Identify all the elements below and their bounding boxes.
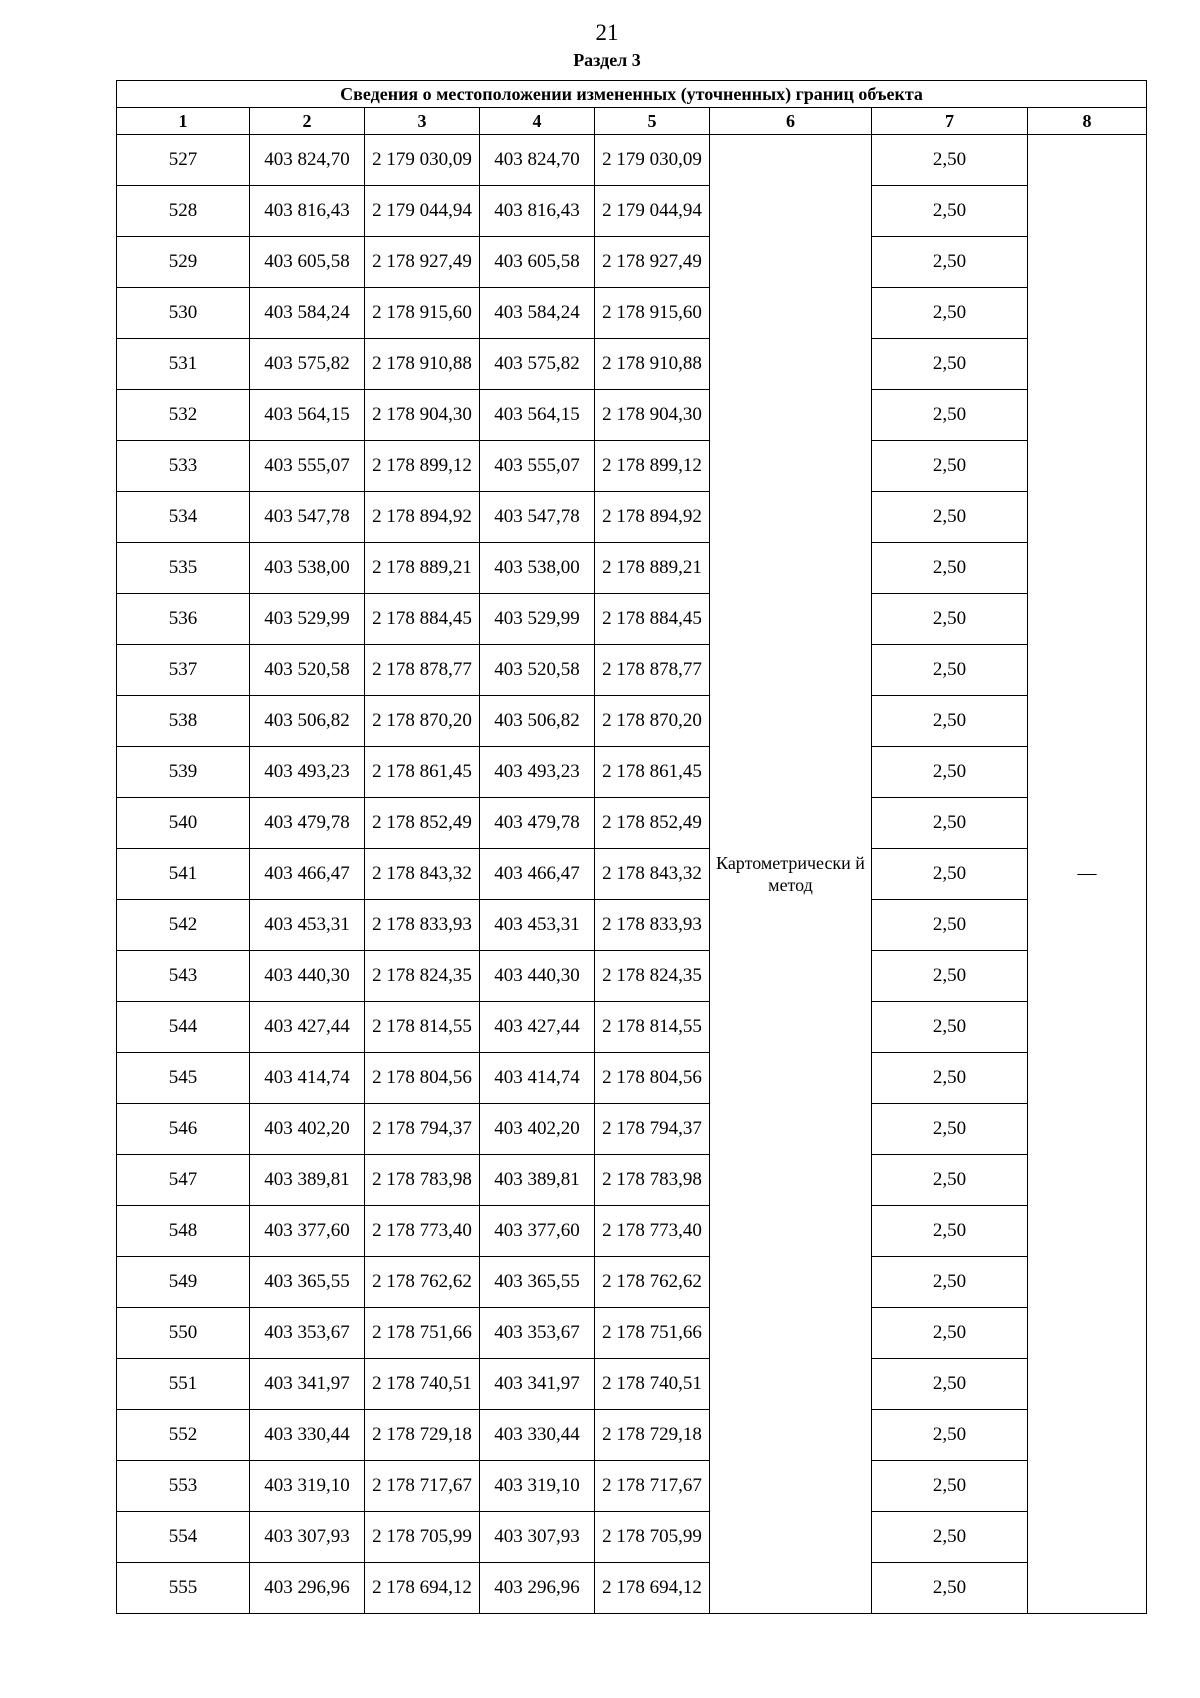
accuracy-cell: 2,50 bbox=[872, 900, 1028, 951]
x-old-cell: 403 365,55 bbox=[250, 1257, 365, 1308]
accuracy-cell: 2,50 bbox=[872, 1359, 1028, 1410]
x-old-cell: 403 520,58 bbox=[250, 645, 365, 696]
x-new-cell: 403 466,47 bbox=[480, 849, 595, 900]
x-old-cell: 403 493,23 bbox=[250, 747, 365, 798]
table-row bbox=[117, 1308, 1147, 1359]
table-row bbox=[117, 135, 1147, 186]
accuracy-cell: 2,50 bbox=[872, 390, 1028, 441]
table-row bbox=[117, 900, 1147, 951]
point-number-cell: 552 bbox=[117, 1410, 250, 1461]
y-new-cell: 2 178 814,55 bbox=[595, 1002, 710, 1053]
table-row bbox=[117, 645, 1147, 696]
accuracy-cell: 2,50 bbox=[872, 237, 1028, 288]
accuracy-cell: 2,50 bbox=[872, 339, 1028, 390]
x-new-cell: 403 529,99 bbox=[480, 594, 595, 645]
accuracy-cell: 2,50 bbox=[872, 1461, 1028, 1512]
extra-info-cell: — bbox=[1028, 135, 1147, 1614]
x-old-cell: 403 377,60 bbox=[250, 1206, 365, 1257]
x-new-cell: 403 816,43 bbox=[480, 186, 595, 237]
y-old-cell: 2 178 833,93 bbox=[365, 900, 480, 951]
y-old-cell: 2 178 740,51 bbox=[365, 1359, 480, 1410]
accuracy-cell: 2,50 bbox=[872, 1308, 1028, 1359]
point-number-cell: 541 bbox=[117, 849, 250, 900]
point-number-cell: 538 bbox=[117, 696, 250, 747]
point-number-cell: 527 bbox=[117, 135, 250, 186]
x-old-cell: 403 440,30 bbox=[250, 951, 365, 1002]
table-row bbox=[117, 1410, 1147, 1461]
section-title: Раздел 3 bbox=[573, 50, 641, 70]
x-new-cell: 403 584,24 bbox=[480, 288, 595, 339]
point-number-cell: 529 bbox=[117, 237, 250, 288]
point-number-cell: 530 bbox=[117, 288, 250, 339]
table-row bbox=[117, 951, 1147, 1002]
y-new-cell: 2 178 773,40 bbox=[595, 1206, 710, 1257]
table-row bbox=[117, 339, 1147, 390]
y-old-cell: 2 179 044,94 bbox=[365, 186, 480, 237]
x-new-cell: 403 824,70 bbox=[480, 135, 595, 186]
table-row bbox=[117, 1002, 1147, 1053]
point-number-cell: 549 bbox=[117, 1257, 250, 1308]
y-new-cell: 2 178 884,45 bbox=[595, 594, 710, 645]
table-row bbox=[117, 1053, 1147, 1104]
point-number-cell: 535 bbox=[117, 543, 250, 594]
point-number-cell: 553 bbox=[117, 1461, 250, 1512]
x-old-cell: 403 389,81 bbox=[250, 1155, 365, 1206]
y-new-cell: 2 178 783,98 bbox=[595, 1155, 710, 1206]
accuracy-cell: 2,50 bbox=[872, 1206, 1028, 1257]
y-old-cell: 2 178 910,88 bbox=[365, 339, 480, 390]
y-new-cell: 2 178 694,12 bbox=[595, 1563, 710, 1614]
x-old-cell: 403 453,31 bbox=[250, 900, 365, 951]
column-number: 3 bbox=[365, 108, 480, 135]
column-number: 1 bbox=[117, 108, 250, 135]
y-new-cell: 2 178 717,67 bbox=[595, 1461, 710, 1512]
point-number-cell: 545 bbox=[117, 1053, 250, 1104]
point-number-cell: 532 bbox=[117, 390, 250, 441]
x-new-cell: 403 538,00 bbox=[480, 543, 595, 594]
x-old-cell: 403 584,24 bbox=[250, 288, 365, 339]
table-row bbox=[117, 849, 1147, 900]
y-old-cell: 2 178 762,62 bbox=[365, 1257, 480, 1308]
y-new-cell: 2 178 910,88 bbox=[595, 339, 710, 390]
x-new-cell: 403 341,97 bbox=[480, 1359, 595, 1410]
accuracy-cell: 2,50 bbox=[872, 1410, 1028, 1461]
y-old-cell: 2 178 889,21 bbox=[365, 543, 480, 594]
y-new-cell: 2 178 833,93 bbox=[595, 900, 710, 951]
y-old-cell: 2 178 915,60 bbox=[365, 288, 480, 339]
table-row bbox=[117, 390, 1147, 441]
point-number-cell: 536 bbox=[117, 594, 250, 645]
table-row bbox=[117, 1104, 1147, 1155]
x-old-cell: 403 816,43 bbox=[250, 186, 365, 237]
table-row bbox=[117, 543, 1147, 594]
point-number-cell: 550 bbox=[117, 1308, 250, 1359]
table-row bbox=[117, 1512, 1147, 1563]
x-old-cell: 403 341,97 bbox=[250, 1359, 365, 1410]
y-new-cell: 2 179 044,94 bbox=[595, 186, 710, 237]
y-old-cell: 2 178 783,98 bbox=[365, 1155, 480, 1206]
x-new-cell: 403 564,15 bbox=[480, 390, 595, 441]
y-old-cell: 2 178 870,20 bbox=[365, 696, 480, 747]
page-number: 21 bbox=[595, 20, 619, 45]
y-new-cell: 2 178 899,12 bbox=[595, 441, 710, 492]
point-number-cell: 546 bbox=[117, 1104, 250, 1155]
accuracy-cell: 2,50 bbox=[872, 1053, 1028, 1104]
accuracy-cell: 2,50 bbox=[872, 951, 1028, 1002]
accuracy-cell: 2,50 bbox=[872, 1155, 1028, 1206]
accuracy-cell: 2,50 bbox=[872, 1104, 1028, 1155]
x-old-cell: 403 529,99 bbox=[250, 594, 365, 645]
column-number-row bbox=[117, 108, 1147, 135]
accuracy-cell: 2,50 bbox=[872, 1512, 1028, 1563]
y-new-cell: 2 178 927,49 bbox=[595, 237, 710, 288]
x-new-cell: 403 453,31 bbox=[480, 900, 595, 951]
y-new-cell: 2 178 894,92 bbox=[595, 492, 710, 543]
y-new-cell: 2 178 705,99 bbox=[595, 1512, 710, 1563]
x-old-cell: 403 479,78 bbox=[250, 798, 365, 849]
x-new-cell: 403 414,74 bbox=[480, 1053, 595, 1104]
table-row bbox=[117, 441, 1147, 492]
column-number: 2 bbox=[250, 108, 365, 135]
point-number-cell: 554 bbox=[117, 1512, 250, 1563]
x-old-cell: 403 427,44 bbox=[250, 1002, 365, 1053]
point-number-cell: 537 bbox=[117, 645, 250, 696]
table-row bbox=[117, 1257, 1147, 1308]
x-old-cell: 403 538,00 bbox=[250, 543, 365, 594]
y-old-cell: 2 178 694,12 bbox=[365, 1563, 480, 1614]
table-row bbox=[117, 696, 1147, 747]
y-new-cell: 2 178 878,77 bbox=[595, 645, 710, 696]
x-new-cell: 403 605,58 bbox=[480, 237, 595, 288]
x-old-cell: 403 555,07 bbox=[250, 441, 365, 492]
x-new-cell: 403 365,55 bbox=[480, 1257, 595, 1308]
x-old-cell: 403 605,58 bbox=[250, 237, 365, 288]
accuracy-cell: 2,50 bbox=[872, 288, 1028, 339]
y-old-cell: 2 178 717,67 bbox=[365, 1461, 480, 1512]
y-new-cell: 2 178 740,51 bbox=[595, 1359, 710, 1410]
x-new-cell: 403 389,81 bbox=[480, 1155, 595, 1206]
x-new-cell: 403 506,82 bbox=[480, 696, 595, 747]
point-number-cell: 547 bbox=[117, 1155, 250, 1206]
accuracy-cell: 2,50 bbox=[872, 1002, 1028, 1053]
y-new-cell: 2 178 915,60 bbox=[595, 288, 710, 339]
y-old-cell: 2 178 861,45 bbox=[365, 747, 480, 798]
accuracy-cell: 2,50 bbox=[872, 186, 1028, 237]
table-row bbox=[117, 1359, 1147, 1410]
y-old-cell: 2 178 884,45 bbox=[365, 594, 480, 645]
column-number: 4 bbox=[480, 108, 595, 135]
x-new-cell: 403 296,96 bbox=[480, 1563, 595, 1614]
x-old-cell: 403 466,47 bbox=[250, 849, 365, 900]
column-number: 6 bbox=[710, 108, 872, 135]
point-number-cell: 555 bbox=[117, 1563, 250, 1614]
table-row bbox=[117, 1563, 1147, 1614]
y-old-cell: 2 178 904,30 bbox=[365, 390, 480, 441]
x-old-cell: 403 353,67 bbox=[250, 1308, 365, 1359]
x-new-cell: 403 555,07 bbox=[480, 441, 595, 492]
accuracy-cell: 2,50 bbox=[872, 849, 1028, 900]
y-old-cell: 2 178 804,56 bbox=[365, 1053, 480, 1104]
accuracy-cell: 2,50 bbox=[872, 135, 1028, 186]
x-new-cell: 403 520,58 bbox=[480, 645, 595, 696]
y-new-cell: 2 178 824,35 bbox=[595, 951, 710, 1002]
y-old-cell: 2 178 705,99 bbox=[365, 1512, 480, 1563]
y-new-cell: 2 178 729,18 bbox=[595, 1410, 710, 1461]
x-old-cell: 403 564,15 bbox=[250, 390, 365, 441]
x-new-cell: 403 493,23 bbox=[480, 747, 595, 798]
point-number-cell: 528 bbox=[117, 186, 250, 237]
y-old-cell: 2 178 878,77 bbox=[365, 645, 480, 696]
accuracy-cell: 2,50 bbox=[872, 696, 1028, 747]
point-number-cell: 533 bbox=[117, 441, 250, 492]
accuracy-cell: 2,50 bbox=[872, 543, 1028, 594]
point-number-cell: 544 bbox=[117, 1002, 250, 1053]
table-row bbox=[117, 594, 1147, 645]
y-old-cell: 2 178 794,37 bbox=[365, 1104, 480, 1155]
table-row bbox=[117, 237, 1147, 288]
table-row bbox=[117, 492, 1147, 543]
y-old-cell: 2 178 927,49 bbox=[365, 237, 480, 288]
x-old-cell: 403 330,44 bbox=[250, 1410, 365, 1461]
method-cell: Картометрически й метод bbox=[710, 135, 872, 1614]
y-new-cell: 2 178 762,62 bbox=[595, 1257, 710, 1308]
y-new-cell: 2 178 904,30 bbox=[595, 390, 710, 441]
point-number-cell: 539 bbox=[117, 747, 250, 798]
x-new-cell: 403 402,20 bbox=[480, 1104, 595, 1155]
table-row bbox=[117, 1155, 1147, 1206]
column-number: 5 bbox=[595, 108, 710, 135]
y-new-cell: 2 179 030,09 bbox=[595, 135, 710, 186]
y-new-cell: 2 178 861,45 bbox=[595, 747, 710, 798]
y-old-cell: 2 178 773,40 bbox=[365, 1206, 480, 1257]
accuracy-cell: 2,50 bbox=[872, 594, 1028, 645]
y-old-cell: 2 178 852,49 bbox=[365, 798, 480, 849]
y-old-cell: 2 178 899,12 bbox=[365, 441, 480, 492]
x-new-cell: 403 440,30 bbox=[480, 951, 595, 1002]
table-row bbox=[117, 747, 1147, 798]
x-old-cell: 403 824,70 bbox=[250, 135, 365, 186]
point-number-cell: 540 bbox=[117, 798, 250, 849]
x-new-cell: 403 547,78 bbox=[480, 492, 595, 543]
y-old-cell: 2 178 729,18 bbox=[365, 1410, 480, 1461]
accuracy-cell: 2,50 bbox=[872, 1563, 1028, 1614]
y-old-cell: 2 179 030,09 bbox=[365, 135, 480, 186]
accuracy-cell: 2,50 bbox=[872, 747, 1028, 798]
y-new-cell: 2 178 804,56 bbox=[595, 1053, 710, 1104]
x-old-cell: 403 319,10 bbox=[250, 1461, 365, 1512]
accuracy-cell: 2,50 bbox=[872, 492, 1028, 543]
y-new-cell: 2 178 870,20 bbox=[595, 696, 710, 747]
x-new-cell: 403 307,93 bbox=[480, 1512, 595, 1563]
table-caption: Сведения о местоположении измененных (уточненных) границ объекта bbox=[117, 81, 1147, 108]
x-old-cell: 403 575,82 bbox=[250, 339, 365, 390]
y-old-cell: 2 178 824,35 bbox=[365, 951, 480, 1002]
x-old-cell: 403 547,78 bbox=[250, 492, 365, 543]
x-old-cell: 403 307,93 bbox=[250, 1512, 365, 1563]
table-body bbox=[117, 135, 1147, 1614]
point-number-cell: 542 bbox=[117, 900, 250, 951]
y-old-cell: 2 178 751,66 bbox=[365, 1308, 480, 1359]
y-new-cell: 2 178 889,21 bbox=[595, 543, 710, 594]
point-number-cell: 543 bbox=[117, 951, 250, 1002]
table-row bbox=[117, 1206, 1147, 1257]
x-new-cell: 403 330,44 bbox=[480, 1410, 595, 1461]
point-number-cell: 551 bbox=[117, 1359, 250, 1410]
y-old-cell: 2 178 894,92 bbox=[365, 492, 480, 543]
x-new-cell: 403 353,67 bbox=[480, 1308, 595, 1359]
x-new-cell: 403 479,78 bbox=[480, 798, 595, 849]
x-new-cell: 403 427,44 bbox=[480, 1002, 595, 1053]
y-new-cell: 2 178 852,49 bbox=[595, 798, 710, 849]
column-number: 8 bbox=[1028, 108, 1147, 135]
table-row bbox=[117, 798, 1147, 849]
accuracy-cell: 2,50 bbox=[872, 441, 1028, 492]
x-old-cell: 403 506,82 bbox=[250, 696, 365, 747]
x-new-cell: 403 319,10 bbox=[480, 1461, 595, 1512]
point-number-cell: 548 bbox=[117, 1206, 250, 1257]
x-old-cell: 403 414,74 bbox=[250, 1053, 365, 1104]
point-number-cell: 531 bbox=[117, 339, 250, 390]
y-old-cell: 2 178 814,55 bbox=[365, 1002, 480, 1053]
boundary-coordinates-table bbox=[116, 80, 1147, 1614]
table-row bbox=[117, 1461, 1147, 1512]
x-new-cell: 403 377,60 bbox=[480, 1206, 595, 1257]
y-new-cell: 2 178 843,32 bbox=[595, 849, 710, 900]
column-number: 7 bbox=[872, 108, 1028, 135]
accuracy-cell: 2,50 bbox=[872, 798, 1028, 849]
y-new-cell: 2 178 751,66 bbox=[595, 1308, 710, 1359]
accuracy-cell: 2,50 bbox=[872, 645, 1028, 696]
x-old-cell: 403 296,96 bbox=[250, 1563, 365, 1614]
table-row bbox=[117, 186, 1147, 237]
x-old-cell: 403 402,20 bbox=[250, 1104, 365, 1155]
table-row bbox=[117, 288, 1147, 339]
x-new-cell: 403 575,82 bbox=[480, 339, 595, 390]
y-old-cell: 2 178 843,32 bbox=[365, 849, 480, 900]
y-new-cell: 2 178 794,37 bbox=[595, 1104, 710, 1155]
accuracy-cell: 2,50 bbox=[872, 1257, 1028, 1308]
point-number-cell: 534 bbox=[117, 492, 250, 543]
